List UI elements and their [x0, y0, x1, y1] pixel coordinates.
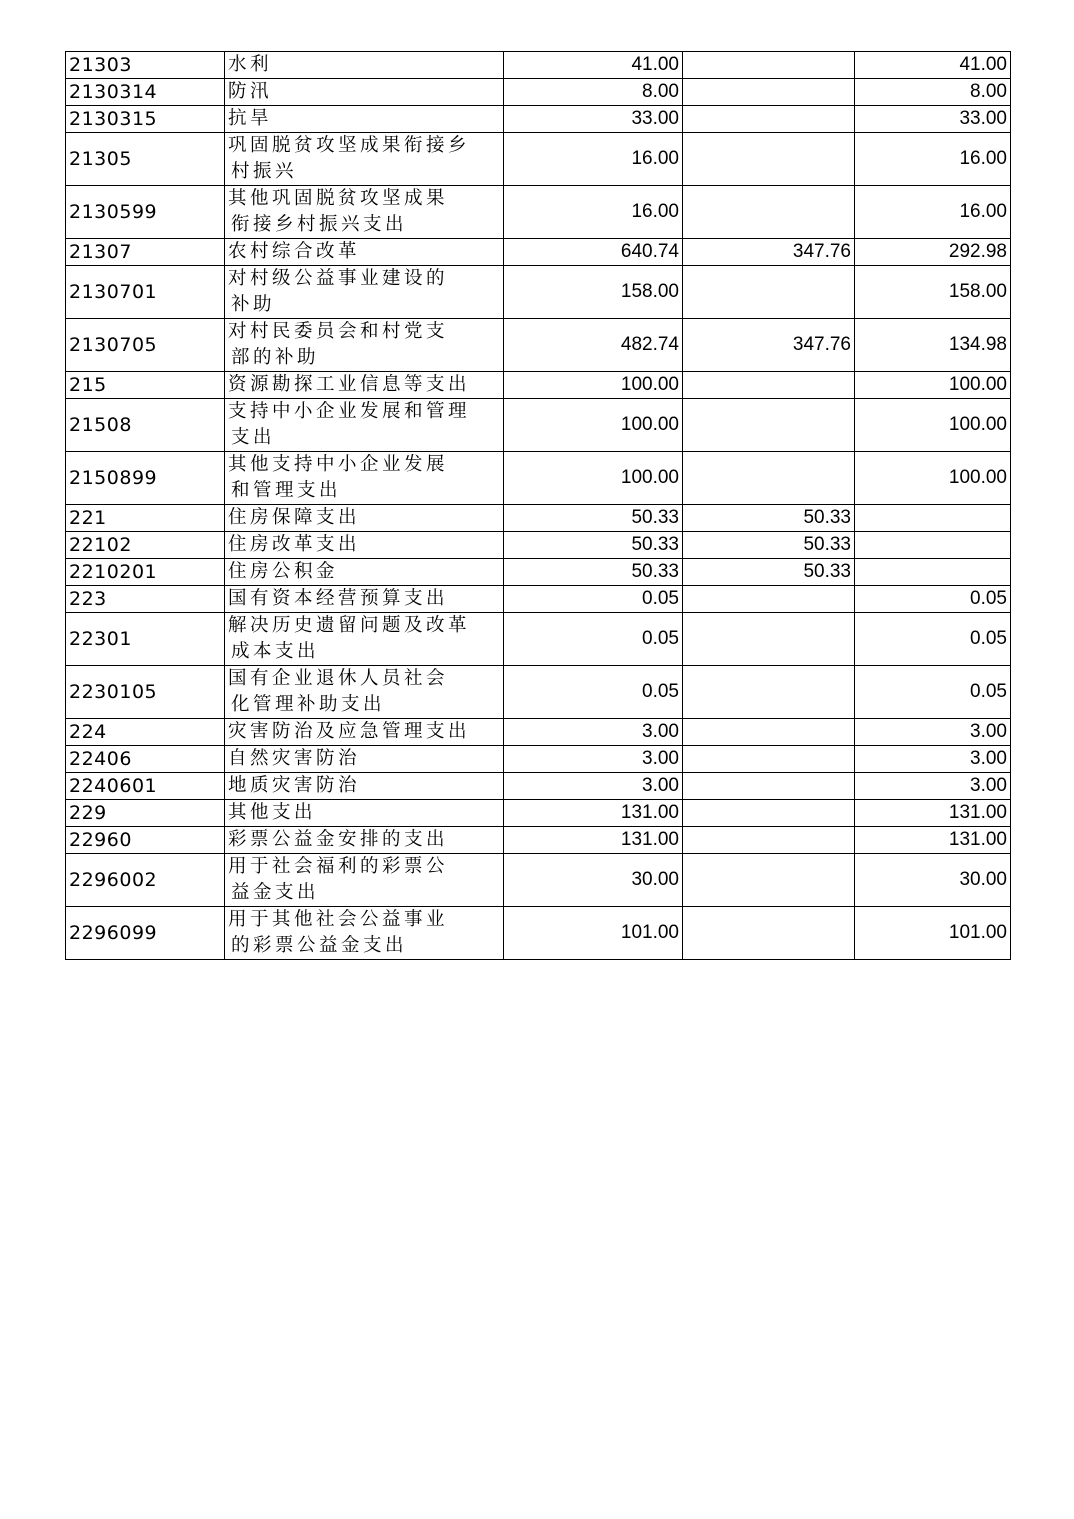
total-amount-cell: 0.05 [504, 666, 683, 719]
basic-expenditure-cell [683, 773, 855, 800]
subject-name-cell [225, 854, 504, 907]
subject-name-cell [225, 559, 504, 586]
basic-expenditure-cell [683, 586, 855, 613]
subject-code-cell: 2150899 [66, 452, 225, 505]
subject-code-cell: 22960 [66, 827, 225, 854]
table-row [66, 854, 1011, 907]
subject-name-line: 和管理支出 [231, 480, 342, 501]
subject-name-cell [225, 106, 504, 133]
subject-name-line: 对村民委员会和村党支 [228, 321, 449, 342]
basic-expenditure-cell: 50.33 [683, 532, 855, 559]
basic-expenditure-cell [683, 907, 855, 960]
subject-code-cell: 2130315 [66, 106, 225, 133]
total-amount-cell: 100.00 [504, 399, 683, 452]
subject-name-line: 补助 [231, 294, 276, 315]
total-amount-cell: 131.00 [504, 800, 683, 827]
table-row [66, 186, 1011, 239]
total-amount-cell: 0.05 [504, 613, 683, 666]
subject-name-cell [225, 319, 504, 372]
project-expenditure-cell: 33.00 [855, 106, 1011, 133]
project-expenditure-cell: 0.05 [855, 586, 1011, 613]
basic-expenditure-cell: 347.76 [683, 319, 855, 372]
subject-name-line: 化管理补助支出 [231, 694, 386, 715]
project-expenditure-cell: 101.00 [855, 907, 1011, 960]
subject-name-line: 住房改革支出 [228, 534, 361, 555]
subject-name-line: 其他支持中小企业发展 [228, 454, 449, 475]
total-amount-cell: 482.74 [504, 319, 683, 372]
project-expenditure-cell: 41.00 [855, 52, 1011, 79]
project-expenditure-cell: 0.05 [855, 613, 1011, 666]
total-amount-cell: 3.00 [504, 773, 683, 800]
subject-code-cell: 2130314 [66, 79, 225, 106]
basic-expenditure-cell [683, 854, 855, 907]
total-amount-cell: 3.00 [504, 719, 683, 746]
subject-name-line: 对村级公益事业建设的 [228, 268, 449, 289]
basic-expenditure-cell [683, 399, 855, 452]
total-amount-cell: 50.33 [504, 505, 683, 532]
subject-code-cell: 21303 [66, 52, 225, 79]
table-row [66, 52, 1011, 79]
subject-code-cell: 2130599 [66, 186, 225, 239]
subject-name-line: 资源勘探工业信息等支出 [228, 374, 471, 395]
subject-name-line: 成本支出 [231, 641, 320, 662]
subject-name-line: 村振兴 [231, 161, 298, 182]
table-row [66, 719, 1011, 746]
subject-code-cell: 2130701 [66, 266, 225, 319]
table-row [66, 399, 1011, 452]
subject-name-line: 彩票公益金安排的支出 [228, 829, 449, 850]
project-expenditure-cell: 16.00 [855, 186, 1011, 239]
project-expenditure-cell: 100.00 [855, 399, 1011, 452]
subject-code-cell: 2130705 [66, 319, 225, 372]
total-amount-cell: 158.00 [504, 266, 683, 319]
table-row [66, 800, 1011, 827]
project-expenditure-cell: 3.00 [855, 773, 1011, 800]
subject-name-line: 国有企业退休人员社会 [228, 668, 449, 689]
subject-name-cell [225, 613, 504, 666]
subject-name-cell [225, 186, 504, 239]
subject-code-cell: 229 [66, 800, 225, 827]
table-row [66, 827, 1011, 854]
total-amount-cell: 8.00 [504, 79, 683, 106]
subject-code-cell: 22406 [66, 746, 225, 773]
subject-name-cell [225, 586, 504, 613]
subject-code-cell: 2210201 [66, 559, 225, 586]
subject-code-cell: 2240601 [66, 773, 225, 800]
project-expenditure-cell: 8.00 [855, 79, 1011, 106]
total-amount-cell: 0.05 [504, 586, 683, 613]
subject-name-cell [225, 372, 504, 399]
subject-name-cell [225, 719, 504, 746]
basic-expenditure-cell [683, 800, 855, 827]
subject-code-cell: 22301 [66, 613, 225, 666]
basic-expenditure-cell [683, 52, 855, 79]
table-row [66, 372, 1011, 399]
subject-name-line: 支出 [231, 427, 276, 448]
subject-name-line: 巩固脱贫攻坚成果衔接乡 [228, 135, 471, 156]
table-row [66, 106, 1011, 133]
total-amount-cell: 100.00 [504, 452, 683, 505]
subject-name-cell [225, 773, 504, 800]
subject-name-line: 用于社会福利的彩票公 [228, 856, 449, 877]
table-row [66, 907, 1011, 960]
subject-name-cell [225, 666, 504, 719]
total-amount-cell: 100.00 [504, 372, 683, 399]
total-amount-cell: 131.00 [504, 827, 683, 854]
project-expenditure-cell [855, 559, 1011, 586]
project-expenditure-cell: 3.00 [855, 719, 1011, 746]
table-row [66, 532, 1011, 559]
basic-expenditure-cell: 347.76 [683, 239, 855, 266]
subject-name-line: 益金支出 [231, 882, 320, 903]
subject-name-cell [225, 239, 504, 266]
subject-name-line: 住房保障支出 [228, 507, 361, 528]
subject-name-line: 水利 [228, 54, 273, 75]
total-amount-cell: 3.00 [504, 746, 683, 773]
basic-expenditure-cell [683, 186, 855, 239]
table-row [66, 559, 1011, 586]
table-row [66, 319, 1011, 372]
basic-expenditure-cell [683, 746, 855, 773]
subject-code-cell: 223 [66, 586, 225, 613]
project-expenditure-cell: 30.00 [855, 854, 1011, 907]
subject-name-cell [225, 52, 504, 79]
subject-name-cell [225, 79, 504, 106]
subject-name-line: 国有资本经营预算支出 [228, 588, 449, 609]
subject-name-cell [225, 827, 504, 854]
basic-expenditure-cell [683, 613, 855, 666]
total-amount-cell: 33.00 [504, 106, 683, 133]
basic-expenditure-cell [683, 666, 855, 719]
table-body [66, 52, 1011, 960]
subject-code-cell: 221 [66, 505, 225, 532]
basic-expenditure-cell [683, 106, 855, 133]
subject-code-cell: 215 [66, 372, 225, 399]
subject-name-line: 支持中小企业发展和管理 [228, 401, 471, 422]
basic-expenditure-cell [683, 372, 855, 399]
table-row [66, 666, 1011, 719]
subject-name-line: 地质灾害防治 [228, 775, 361, 796]
project-expenditure-cell: 134.98 [855, 319, 1011, 372]
subject-name-line: 抗旱 [228, 108, 273, 129]
subject-name-line: 防汛 [228, 81, 273, 102]
table-row [66, 452, 1011, 505]
project-expenditure-cell [855, 532, 1011, 559]
table-row [66, 79, 1011, 106]
basic-expenditure-cell [683, 266, 855, 319]
basic-expenditure-cell [683, 133, 855, 186]
subject-name-cell [225, 907, 504, 960]
project-expenditure-cell [855, 505, 1011, 532]
total-amount-cell: 30.00 [504, 854, 683, 907]
table-row [66, 266, 1011, 319]
basic-expenditure-cell [683, 719, 855, 746]
subject-code-cell: 21508 [66, 399, 225, 452]
total-amount-cell: 16.00 [504, 186, 683, 239]
subject-name-line: 其他支出 [228, 802, 317, 823]
subject-code-cell: 21305 [66, 133, 225, 186]
project-expenditure-cell: 158.00 [855, 266, 1011, 319]
project-expenditure-cell: 131.00 [855, 827, 1011, 854]
total-amount-cell: 50.33 [504, 559, 683, 586]
subject-name-cell [225, 399, 504, 452]
table-row [66, 746, 1011, 773]
project-expenditure-cell: 100.00 [855, 372, 1011, 399]
project-expenditure-cell: 0.05 [855, 666, 1011, 719]
total-amount-cell: 16.00 [504, 133, 683, 186]
total-amount-cell: 50.33 [504, 532, 683, 559]
subject-code-cell: 2296099 [66, 907, 225, 960]
subject-name-line: 用于其他社会公益事业 [228, 909, 449, 930]
project-expenditure-cell: 100.00 [855, 452, 1011, 505]
total-amount-cell: 640.74 [504, 239, 683, 266]
subject-name-cell [225, 532, 504, 559]
subject-name-line: 住房公积金 [228, 561, 339, 582]
subject-name-cell [225, 746, 504, 773]
subject-name-line: 部的补助 [231, 347, 320, 368]
subject-name-cell [225, 452, 504, 505]
subject-name-cell [225, 800, 504, 827]
total-amount-cell: 41.00 [504, 52, 683, 79]
budget-expenditure-table [65, 51, 1011, 960]
table-row [66, 773, 1011, 800]
subject-code-cell: 224 [66, 719, 225, 746]
table-row [66, 133, 1011, 186]
project-expenditure-cell: 16.00 [855, 133, 1011, 186]
subject-name-cell [225, 505, 504, 532]
subject-name-cell [225, 266, 504, 319]
basic-expenditure-cell [683, 452, 855, 505]
subject-name-line: 灾害防治及应急管理支出 [228, 721, 471, 742]
table-row [66, 586, 1011, 613]
subject-code-cell: 2296002 [66, 854, 225, 907]
subject-name-line: 衔接乡村振兴支出 [231, 214, 408, 235]
subject-code-cell: 22102 [66, 532, 225, 559]
subject-name-line: 的彩票公益金支出 [231, 935, 408, 956]
total-amount-cell: 101.00 [504, 907, 683, 960]
table-row [66, 613, 1011, 666]
basic-expenditure-cell [683, 79, 855, 106]
subject-code-cell: 2230105 [66, 666, 225, 719]
subject-name-line: 解决历史遗留问题及改革 [228, 615, 471, 636]
project-expenditure-cell: 131.00 [855, 800, 1011, 827]
basic-expenditure-cell [683, 827, 855, 854]
project-expenditure-cell: 3.00 [855, 746, 1011, 773]
basic-expenditure-cell: 50.33 [683, 505, 855, 532]
basic-expenditure-cell: 50.33 [683, 559, 855, 586]
project-expenditure-cell: 292.98 [855, 239, 1011, 266]
subject-name-cell [225, 133, 504, 186]
subject-name-line: 自然灾害防治 [228, 748, 361, 769]
table-row [66, 239, 1011, 266]
subject-name-line: 农村综合改革 [228, 241, 361, 262]
subject-code-cell: 21307 [66, 239, 225, 266]
table-row [66, 505, 1011, 532]
subject-name-line: 其他巩固脱贫攻坚成果 [228, 188, 449, 209]
